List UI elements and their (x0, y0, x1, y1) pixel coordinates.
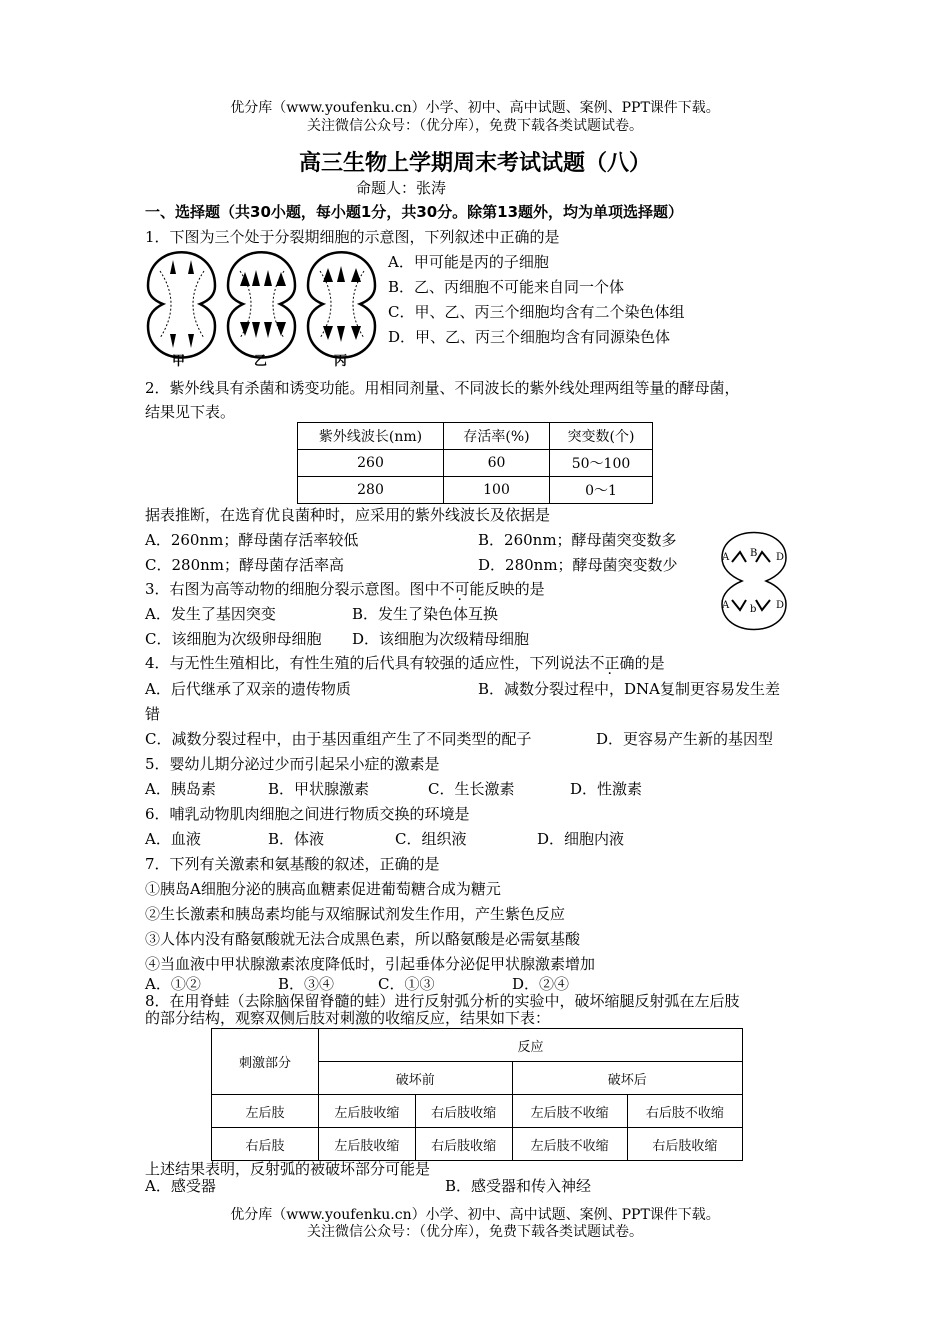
q6-option-a: A．血液 (145, 830, 201, 848)
q3-stem-pre: 3．右图为高等动物的细胞分裂示意图。图中 (145, 580, 440, 598)
q1-option-b: B．乙、丙细胞不可能来自同一个体 (388, 278, 625, 296)
table-cell: 0～1 (550, 477, 653, 504)
q2-stem-2: 结果见下表。 (145, 403, 236, 421)
page-title: 高三生物上学期周末考试试题（八） (298, 151, 651, 176)
section-heading: 一、选择题（共30小题，每小题1分，共30分。除第13题外，均为单项选择题） (145, 203, 684, 221)
q1-option-a: A．甲可能是丙的子细胞 (388, 253, 549, 271)
table-cell: 100 (444, 477, 550, 504)
table-row (298, 477, 653, 504)
q8-stem-1: 8．在用脊蛙（去除脑保留脊髓的蛙）进行反射弧分析的实验中，破坏缩腿反射弧在左后肢 (145, 992, 740, 1010)
q2-option-c: C．280nm；酵母菌存活率高 (145, 556, 344, 574)
q4-option-c: C．减数分裂过程中，由于基因重组产生了不同类型的配子 (145, 730, 532, 748)
q7-option-b: B．③④ (278, 975, 335, 993)
q3-fig-label: b (750, 604, 757, 615)
q1-option-c: C．甲、乙、丙三个细胞均含有二个染色体组 (388, 303, 685, 321)
table-cell: 左后肢不收缩 (512, 1095, 627, 1128)
q5-option-b: B．甲状腺激素 (268, 780, 370, 798)
table-cell: 左后肢 (212, 1095, 319, 1128)
q7-statement-4: ④当血液中甲状腺激素浓度降低时，引起垂体分泌促甲状腺激素增加 (145, 955, 596, 973)
table-row (212, 1128, 743, 1161)
table-cell: 右后肢收缩 (415, 1095, 512, 1128)
q7-statement-2: ②生长激素和胰岛素均能与双缩脲试剂发生作用，产生紫色反应 (145, 905, 566, 923)
author: 命题人：张涛 (356, 179, 447, 197)
table-cell: 右后肢收缩 (627, 1128, 742, 1161)
q7-option-c: C．①③ (378, 975, 435, 993)
q7-statement-1: ①胰岛A细胞分泌的胰高血糖素促进葡萄糖合成为糖元 (145, 880, 501, 898)
table-cell: 右后肢 (212, 1128, 319, 1161)
q8-option-b: B．感受器和传入神经 (445, 1177, 592, 1195)
q5-stem: 5．婴幼儿期分泌过少而引起呆小症的激素是 (145, 755, 440, 773)
q4-option-a: A．后代继承了双亲的遗传物质 (145, 680, 351, 698)
q3-stem-post: 反映的是 (484, 580, 545, 598)
table-cell: 左后肢不收缩 (512, 1128, 627, 1161)
table-header-cell: 反应 (319, 1029, 743, 1062)
table-cell: 左后肢收缩 (319, 1095, 416, 1128)
q7-option-d: D．②④ (512, 975, 570, 993)
q3-cell-figure (716, 520, 792, 642)
q8-table (211, 1028, 743, 1161)
table-header-cell: 存活率(%) (444, 423, 550, 450)
site-header-line1: 优分库（www.youfenku.cn）小学、初中、高中试题、案例、PPT课件下载。 (230, 100, 720, 116)
q3-option-a: A．发生了基因突变 (145, 605, 276, 623)
table-header-cell: 突变数(个) (550, 423, 653, 450)
q2-table (297, 422, 653, 504)
q2-stem-1: 2．紫外线具有杀菌和诱变功能。用相同剂量、不同波长的紫外线处理两组等量的酵母菌， (145, 379, 740, 397)
q3-fig-label: D (776, 600, 785, 611)
q3-fig-label: B (750, 548, 758, 559)
table-cell: 左后肢收缩 (319, 1128, 416, 1161)
q1-label-yi: 乙 (254, 354, 268, 369)
q3-option-c: C．该细胞为次级卵母细胞 (145, 630, 322, 648)
q8-stem-2: 的部分结构，观察双侧后肢对刺激的收缩反应，结果如下表： (145, 1009, 551, 1027)
q4-stem-emphasis: 不正确 (589, 654, 635, 672)
site-header-line2: 关注微信公众号：（优分库），免费下载各类试题试卷。 (307, 118, 643, 134)
table-cell: 右后肢收缩 (415, 1128, 512, 1161)
q4-stem-pre: 4．与无性生殖相比，有性生殖的后代具有较强的适应性，下列说法 (145, 654, 590, 672)
q1-option-d: D．甲、乙、丙三个细胞均含有同源染色体 (388, 328, 671, 346)
q4-stem-post: 的是 (634, 654, 665, 672)
q3-fig-label: A (722, 600, 730, 611)
table-cell: 50～100 (550, 450, 653, 477)
q1-label-bing: 丙 (334, 354, 348, 369)
q3-stem (145, 578, 545, 599)
q4-option-b-wrap: 错 (145, 705, 161, 723)
table-cell: 280 (298, 477, 444, 504)
table-row (212, 1095, 743, 1128)
q3-fig-label: D (776, 552, 785, 563)
q6-option-d: D．细胞内液 (537, 830, 625, 848)
q2-option-d: D．280nm；酵母菌突变数少 (478, 556, 678, 574)
site-footer-line2: 关注微信公众号：（优分库），免费下载各类试题试卷。 (307, 1224, 643, 1240)
q1-label-jia: 甲 (172, 354, 186, 369)
q6-option-b: B．体液 (268, 830, 325, 848)
q4-option-d: D．更容易产生新的基因型 (596, 730, 774, 748)
table-cell: 260 (298, 450, 444, 477)
q1-stem: 1．下图为三个处于分裂期细胞的示意图，下列叙述中正确的是 (145, 228, 560, 246)
table-row (298, 450, 653, 477)
q3-option-d: D．该细胞为次级精母细胞 (352, 630, 530, 648)
q3-fig-label: A (722, 552, 730, 563)
q5-option-c: C．生长激素 (428, 780, 515, 798)
table-row (298, 423, 653, 450)
site-footer-line1: 优分库（www.youfenku.cn）小学、初中、高中试题、案例、PPT课件下载。 (230, 1207, 720, 1223)
q7-stem: 7．下列有关激素和氨基酸的叙述，正确的是 (145, 855, 440, 873)
q7-option-a: A．①② (145, 975, 201, 993)
q2-option-b: B．260nm；酵母菌突变数多 (478, 531, 677, 549)
q2-after: 据表推断，在选育优良菌种时，应采用的紫外线波长及依据是 (145, 506, 551, 524)
q5-option-d: D．性激素 (570, 780, 643, 798)
table-header-cell: 破坏前 (319, 1062, 513, 1095)
q7-statement-3: ③人体内没有酪氨酸就无法合成黑色素，所以酪氨酸是必需氨基酸 (145, 930, 581, 948)
table-cell: 60 (444, 450, 550, 477)
table-header-cell: 刺激部分 (212, 1029, 319, 1095)
q6-option-c: C．组织液 (395, 830, 467, 848)
table-cell: 右后肢不收缩 (627, 1095, 742, 1128)
q3-option-b: B．发生了染色体互换 (352, 605, 499, 623)
q2-option-a: A．260nm；酵母菌存活率较低 (145, 531, 359, 549)
q4-stem (145, 652, 665, 673)
q8-option-a: A．感受器 (145, 1177, 216, 1195)
q5-option-a: A．胰岛素 (145, 780, 216, 798)
table-row (212, 1029, 743, 1062)
q3-stem-emphasis: 不可能 (439, 580, 485, 598)
table-header-cell: 破坏后 (512, 1062, 743, 1095)
table-header-cell: 紫外线波长(nm) (298, 423, 444, 450)
q6-stem: 6．哺乳动物肌肉细胞之间进行物质交换的环境是 (145, 805, 470, 823)
q8-after: 上述结果表明，反射弧的被破坏部分可能是 (145, 1160, 431, 1178)
q4-option-b: B．减数分裂过程中，DNA复制更容易发生差 (478, 680, 781, 698)
